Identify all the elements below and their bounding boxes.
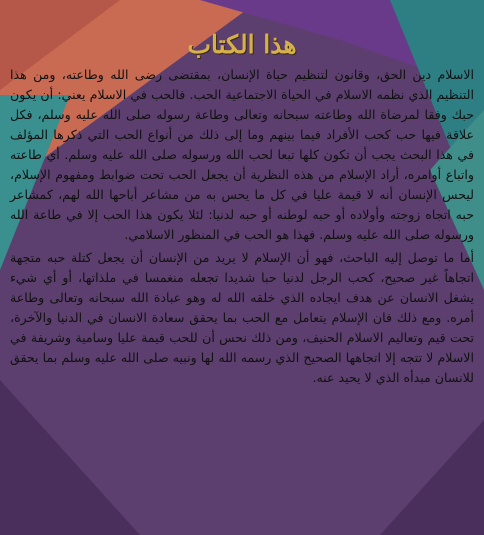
paragraph-1: الاسلام دين الحق، وقانون لتنظيم حياة الإنسان، بمقتضى رضى الله وطاعته، ومن هذا التنظيم الذي نظمه الاسلام في الحياة الاجتماعية الحب. فالحب في الاسلام يعني: أن يكون حبك وفقا لمرضاة الله وطاعته سبحانه وتعالى وطاعة رسوله صلى الله عليه وسلم، فكل علاقة فيها حب كحب الأفراد فيما بينهم وما إلى ذلك من أنواع الحب التي ذكرها المؤلف في هذا البحث يجب أن تكون كلها تبعا لحب الله ورسوله صلى الله عليه وسلم. أي طاعته واتباع أوامره، أراد الإسلام من هذه النظرية أن يجعل الحب تحت ضوابط ومفهوم الإسلام، ليحس الإنسان أنه لا قيمة عليا في كل ما يحس به من مشاعر أباحها الله لهم، كمشاعر حبه اتجاه زوجته وأولاده أو حبه لوطنه أو حبه لدنيا: لئلا يكون هذا الحب إلا في طاعة الله ورسوله صلى الله عليه وسلم. فهذا هو الحب في المنظور الاسلامي. [10,67,474,242]
paragraph-2: أما ما توصل إليه الباحث، فهو أن الإسلام لا يريد من الإنسان أن يجعل كتلة حبه متجهة اتجاهاً غير صحيح، كحب الرجل لدنيا حبا شديدا تجعله منغمسا في ملذاتها، أو أي شيء يشغل الانسان عن هدف ايجاده الذي خلقه الله له وهو عبادة الله سبحانه وتعالى وطاعة أمره. ومع ذلك فان الإسلام يتعامل مع الحب بما يحقق سعادة الانسان في الدنيا والآخرة، تحت قيم وتعاليم الاسلام الحنيف، ومن ذلك نحس أن للحب قيمة عليا وسامية وشريفة في الاسلام لا تتجه إلا اتجاهها الصحيح الذي رسمه الله لها ونبيه صلى الله عليه وسلم بما يحقق للانسان مبدأه الذي لا يحيد عنه. [10,250,474,385]
book-description [10,8,474,528]
page-title: هذا الكتاب [187,30,297,59]
